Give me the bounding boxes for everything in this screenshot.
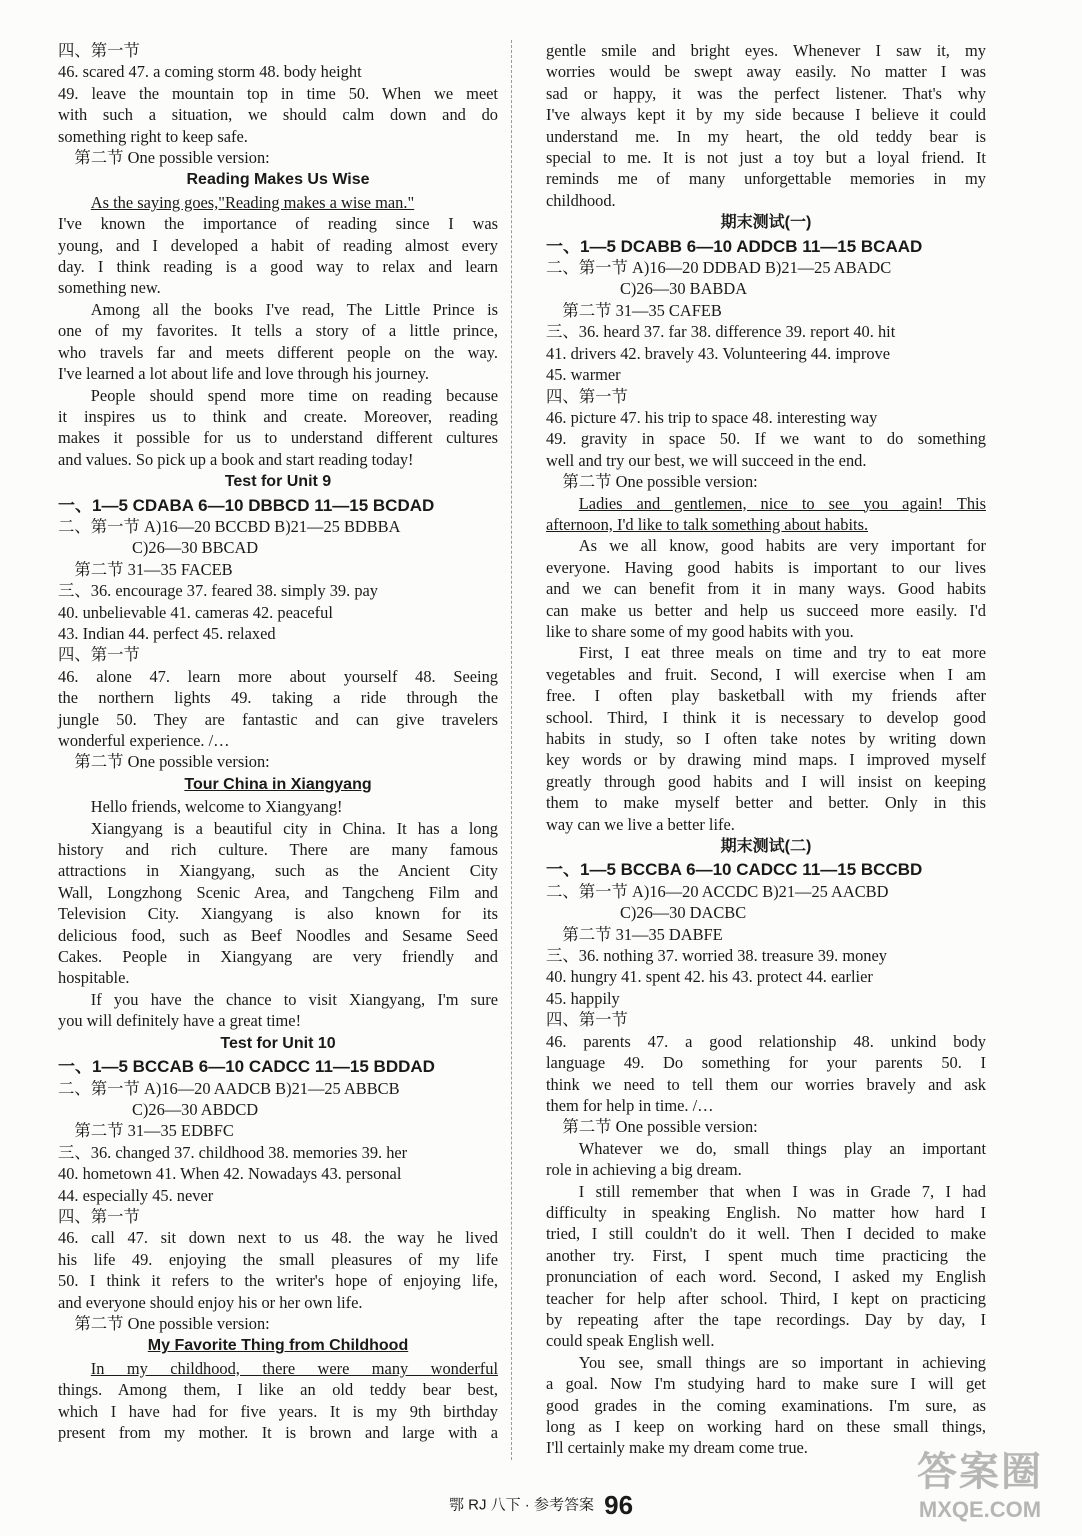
right-text-line: worries would be swept away easily. No matter I was bbox=[546, 62, 986, 82]
left-text-line: you will definitely have a great time! bbox=[58, 1011, 302, 1031]
right-text-line: tried, I still couldn't do it well. Then I decided to make bbox=[546, 1224, 986, 1244]
right-text-line: 期末测试(一) bbox=[720, 214, 812, 232]
right-text-line: and we can benefit from it in many ways. Good habits bbox=[546, 579, 986, 599]
footer-label: 鄂 RJ 八下 · 参考答案 bbox=[448, 1496, 594, 1514]
right-text-line: 45. warmer bbox=[546, 365, 621, 385]
left-text-line: wonderful experience. /… bbox=[58, 731, 230, 750]
left-text-line: something right to keep safe. bbox=[58, 126, 248, 146]
left-text-line: 三、36. encourage 37. feared 38. simply 39. pay bbox=[58, 581, 378, 601]
left-text-line: things. Among them, I like an old teddy bear best, bbox=[58, 1380, 498, 1400]
right-column bbox=[546, 40, 986, 1459]
right-text-line: free. I often play basketball with my friends after bbox=[546, 686, 986, 706]
left-text-line: People should spend more time on reading because bbox=[90, 385, 498, 405]
left-text-line: C)26—30 ABDCD bbox=[132, 1099, 259, 1119]
left-text-line: 四、第一节 bbox=[58, 1206, 140, 1226]
right-text-line: 四、第一节 bbox=[546, 386, 628, 406]
right-text-line: 46. parents 47. a good relationship 48. unkind body bbox=[546, 1031, 986, 1051]
right-text-line: You see, small things are so important in achieving bbox=[578, 1352, 986, 1372]
left-text-line: 43. Indian 44. perfect 45. relaxed bbox=[58, 623, 276, 643]
watermark-url: MXQE.COM bbox=[918, 1497, 1042, 1522]
right-text-line: childhood. bbox=[546, 190, 616, 210]
left-text-line: makes it possible for us to understand different cultures bbox=[58, 428, 498, 448]
left-text-line: I've learned a lot about life and love through his journey. bbox=[58, 364, 430, 384]
right-text-line: 二、第一节 A)16—20 DDBAD B)21—25 ABADC bbox=[546, 258, 892, 278]
left-text-line: young, and I developed a habit of reading almost every bbox=[58, 235, 498, 255]
right-text-line: C)26—30 BABDA bbox=[620, 279, 748, 299]
left-text-line: which I have had for five years. It is my 9th birthday bbox=[58, 1401, 498, 1421]
right-text-line: I still remember that when I was in Grade 7, I had bbox=[578, 1181, 986, 1201]
left-text-line: jungle 50. They are fantastic and can give travelers bbox=[58, 709, 498, 729]
right-text-line: sad or happy, it was the perfect listener. That's why bbox=[546, 83, 986, 103]
right-text-line: language 49. Do something for your parents 50. I bbox=[546, 1053, 986, 1073]
right-text-line: think we need to tell them our worries bravely and ask bbox=[546, 1074, 986, 1094]
left-text-line: Xiangyang is a beautiful city in China. It has a long bbox=[90, 818, 498, 838]
left-text-line: 40. hometown 41. When 42. Nowadays 43. personal bbox=[58, 1164, 402, 1184]
left-text-line: 二、第一节 A)16—20 BCCBD B)21—25 BDBBA bbox=[58, 516, 401, 536]
left-text-line: In my childhood, there were many wonderful bbox=[90, 1358, 498, 1378]
watermark-text: 答案圈 bbox=[917, 1450, 1043, 1494]
left-text-line: hospitable. bbox=[58, 968, 130, 988]
right-text-line: another try. First, I spent much time practicing the bbox=[546, 1245, 986, 1265]
right-text-line: 三、36. nothing 37. worried 38. treasure 39. money bbox=[546, 946, 887, 966]
left-text-line: one of my favorites. It tells a story of a little prince, bbox=[58, 321, 498, 341]
right-text-line: 第二节 One possible version: bbox=[562, 1117, 758, 1137]
left-text-line: Cakes. People in Xiangyang are very friendly and bbox=[58, 947, 498, 967]
left-text-line: and values. So pick up a book and start reading today! bbox=[58, 449, 414, 469]
left-text-line: it inspires us to think and create. Moreover, reading bbox=[58, 406, 498, 426]
left-text-line: My Favorite Thing from Childhood bbox=[147, 1337, 409, 1355]
right-text-line: 期末测试(二) bbox=[720, 838, 812, 856]
left-text-line: 第二节 One possible version: bbox=[74, 752, 270, 772]
left-text-line: 46. scared 47. a coming storm 48. body height bbox=[58, 62, 362, 82]
right-text-line: role in achieving a big dream. bbox=[546, 1160, 742, 1180]
right-text-line: could speak English well. bbox=[546, 1331, 715, 1351]
left-text-line: 四、第一节 bbox=[58, 645, 140, 665]
left-text-line: Test for Unit 9 bbox=[224, 473, 332, 491]
right-text-line: 一、1—5 BCCBA 6—10 CADCC 11—15 BCCBD bbox=[546, 860, 923, 880]
column-divider bbox=[511, 40, 512, 1460]
left-text-line: 50. I think it refers to the writer's hope of enjoying life, bbox=[58, 1271, 498, 1291]
right-text-line: them to make myself better and better. Only in this bbox=[546, 793, 986, 813]
right-text-line: 二、第一节 A)16—20 ACCDC B)21—25 AACBD bbox=[546, 881, 889, 901]
left-text-line: the northern lights 49. taking a ride through the bbox=[58, 688, 498, 708]
left-text-line: 46. alone 47. learn more about yourself 48. Seeing bbox=[58, 666, 498, 686]
right-text-line: First, I eat three meals on time and try to eat more bbox=[578, 643, 986, 663]
left-text-line: If you have the chance to visit Xiangyang, I'm sure bbox=[90, 989, 498, 1009]
right-text-line: can make us better and help us succeed more easily. I'd bbox=[546, 600, 986, 620]
right-text-line: 第二节 31—35 CAFEB bbox=[562, 300, 722, 320]
left-text-line: present from my mother. It is brown and large with a bbox=[58, 1423, 498, 1442]
right-text-line: habits in study, so I often take notes by writing down bbox=[546, 729, 986, 748]
left-text-line: 44. especially 45. never bbox=[58, 1185, 214, 1205]
right-text-line: well and try our best, we will succeed in the end. bbox=[546, 450, 867, 470]
right-text-line: like to share some of my good habits with you. bbox=[546, 621, 854, 641]
right-text-line: I've always kept it by my side because I believe it could bbox=[546, 105, 986, 125]
right-text-line: everyone. Having good habits is important to our lives bbox=[546, 557, 986, 577]
right-text-line: pronunciation of each word. Second, I asked my English bbox=[546, 1267, 986, 1287]
right-text-line: reminds me of many unforgettable memories in my bbox=[546, 169, 986, 189]
left-text-line: and everyone should enjoy his or her own life. bbox=[58, 1292, 363, 1312]
left-text-line: I've known the importance of reading since I was bbox=[58, 214, 498, 234]
left-text-line: Hello friends, welcome to Xiangyang! bbox=[90, 797, 343, 817]
left-text-line: who travels far and meets different people on the way. bbox=[58, 342, 498, 362]
right-text-line: good grades in the coming examinations. I'm sure, as bbox=[546, 1395, 986, 1415]
left-text-line: Reading Makes Us Wise bbox=[186, 171, 370, 189]
right-text-line: C)26—30 DACBC bbox=[620, 903, 747, 923]
left-text-line: 49. leave the mountain top in time 50. When we meet bbox=[58, 83, 498, 103]
right-text-line: school. Third, I think it is necessary to develop good bbox=[546, 707, 986, 727]
right-text-line: 一、1—5 DCABB 6—10 ADDCB 11—15 BCAAD bbox=[546, 236, 923, 256]
left-text-line: 一、1—5 BCCAB 6—10 CADCC 11—15 BDDAD bbox=[58, 1057, 435, 1077]
left-text-line: with such a situation, we should calm down and do bbox=[58, 105, 498, 125]
right-text-line: a goal. Now I'm studying hard to make sure I will get bbox=[546, 1374, 986, 1394]
right-text-line: them for help in time. /… bbox=[546, 1095, 714, 1115]
right-text-line: 49. gravity in space 50. If we want to do something bbox=[546, 429, 986, 449]
left-text-line: attractions in Xiangyang, such as the Ancient City bbox=[58, 861, 498, 881]
right-text-line: 四、第一节 bbox=[546, 1010, 628, 1030]
right-text-line: 第二节 31—35 DABFE bbox=[562, 924, 723, 944]
left-column bbox=[58, 40, 498, 1443]
left-text-line: Tour China in Xiangyang bbox=[184, 775, 372, 793]
left-text-line: Test for Unit 10 bbox=[220, 1034, 336, 1052]
left-text-line: his life 49. enjoying the small pleasures of my life bbox=[58, 1249, 498, 1269]
left-text-line: Among all the books I've read, The Little Prince is bbox=[90, 299, 498, 319]
right-text-line: vegetables and fruit. Second, I will exercise when I am bbox=[546, 664, 986, 684]
right-text-line: As we all know, good habits are very important for bbox=[578, 536, 986, 556]
watermark-logo bbox=[885, 1440, 1075, 1532]
right-text-line: 第二节 One possible version: bbox=[562, 472, 758, 492]
left-text-line: day. I think reading is a good way to relax and learn bbox=[58, 257, 498, 277]
right-text-line: difficulty in speaking English. No matter how hard I bbox=[546, 1202, 986, 1222]
right-text-line: 40. hungry 41. spent 42. his 43. protect 44. earlier bbox=[546, 967, 873, 987]
left-text-line: 三、36. changed 37. childhood 38. memories 39. her bbox=[58, 1142, 408, 1162]
left-text-line: 第二节 One possible version: bbox=[74, 148, 270, 168]
left-text-line: 四、第一节 bbox=[58, 41, 140, 60]
right-text-line: gentle smile and bright eyes. Whenever I saw it, my bbox=[546, 41, 986, 60]
left-text-line: 第二节 31—35 FACEB bbox=[74, 559, 233, 579]
right-text-line: teacher for help after school. Third, I kept on practicing bbox=[546, 1288, 986, 1308]
right-text-line: way can we live a better life. bbox=[546, 814, 735, 834]
left-text-line: Wall, Longzhong Scenic Area, and Tangcheng Film and bbox=[58, 882, 498, 902]
left-text-line: delicious food, such as Beef Noodles and Sesame Seed bbox=[58, 925, 498, 945]
left-text-line: 40. unbelievable 41. cameras 42. peaceful bbox=[58, 602, 333, 622]
right-text-line: key words or by drawing mind maps. I improved myself bbox=[546, 750, 986, 770]
left-text-line: C)26—30 BBCAD bbox=[132, 538, 259, 558]
right-text-line: understand me. In my heart, the old teddy bear is bbox=[546, 126, 986, 146]
right-text-line: 三、36. heard 37. far 38. difference 39. report 40. hit bbox=[546, 322, 896, 342]
right-text-line: long as I keep on working hard on these small things, bbox=[546, 1417, 986, 1436]
left-text-line: As the saying goes,"Reading makes a wise man." bbox=[90, 192, 415, 212]
left-text-line: something new. bbox=[58, 278, 161, 298]
right-text-line: afternoon, I'd like to talk something about habits. bbox=[546, 514, 869, 534]
right-text-line: by repeating after the tape recordings. Day by day, I bbox=[546, 1309, 986, 1329]
left-text-line: 第二节 31—35 EDBFC bbox=[74, 1121, 234, 1141]
page-number: 96 bbox=[604, 1490, 634, 1520]
right-text-line: 41. drivers 42. bravely 43. Volunteering 44. improve bbox=[546, 343, 890, 363]
right-text-line: special to me. It is not just a toy but a loyal friend. It bbox=[546, 148, 986, 168]
left-text-line: history and rich culture. There are many famous bbox=[58, 840, 498, 860]
left-text-line: Television City. Xiangyang is also known for its bbox=[58, 904, 498, 924]
right-text-line: Whatever we do, small things play an important bbox=[578, 1138, 986, 1158]
right-text-line: I'll certainly make my dream come true. bbox=[546, 1438, 808, 1458]
right-text-line: 45. happily bbox=[546, 988, 620, 1008]
right-text-line: 46. picture 47. his trip to space 48. interesting way bbox=[546, 407, 878, 427]
left-text-line: 一、1—5 CDABA 6—10 DBBCD 11—15 BCDAD bbox=[58, 495, 435, 515]
right-text-line: Ladies and gentlemen, nice to see you again! This bbox=[578, 493, 986, 513]
right-text-line: greatly through good habits and I will insist on keeping bbox=[546, 771, 986, 791]
left-text-line: 第二节 One possible version: bbox=[74, 1313, 270, 1333]
left-text-line: 46. call 47. sit down next to us 48. the way he lived bbox=[58, 1228, 498, 1248]
left-text-line: 二、第一节 A)16—20 AADCB B)21—25 ABBCB bbox=[58, 1078, 400, 1098]
